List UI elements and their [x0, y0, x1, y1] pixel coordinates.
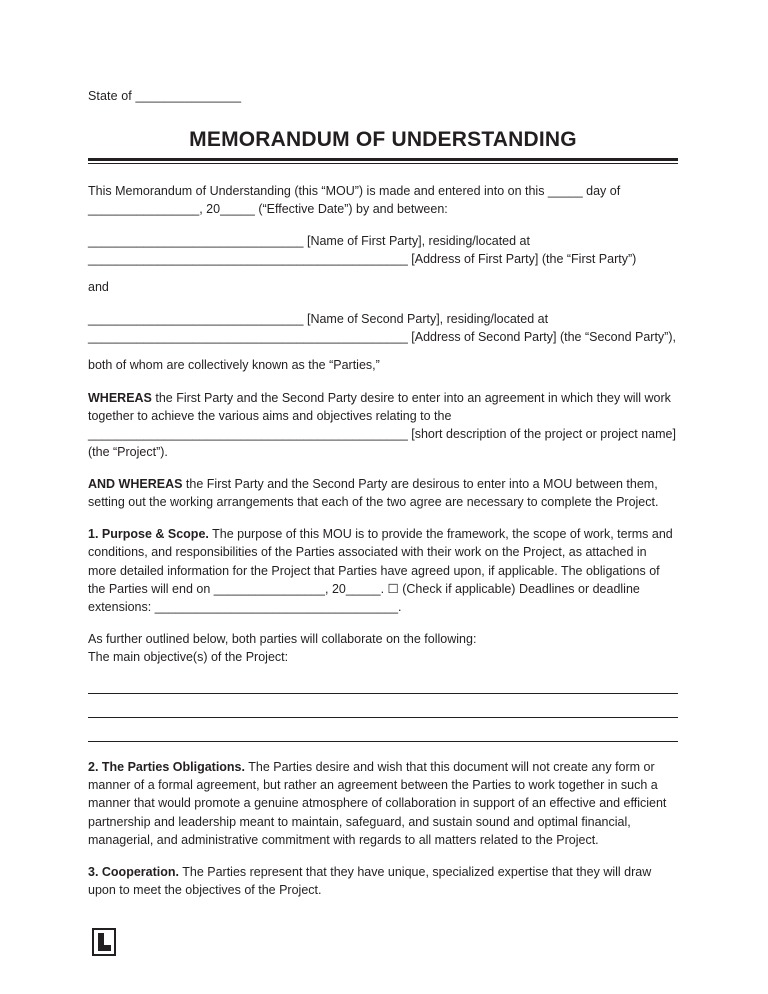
whereas-label: WHEREAS: [88, 390, 152, 405]
section-body: The purpose of this MOU is to provide the framework, the scope of work, terms and conditions, and responsibilities of the Parties associated with their work on the Project, as attached in more detailed information for the Project that Parties have agreed upon, if applicable. The obligations of the Parties will end on ________________, 20_____. ☐ (Check if applicable) Deadlines or deadline extensions: ___________________________________.: [88, 527, 673, 614]
first-party-address-line: ______________________________________________ [Address of First Party] (the “First Party”): [88, 251, 637, 266]
first-party-block: [88, 232, 678, 268]
title-divider: [88, 158, 678, 164]
state-line: State of _______________: [88, 89, 242, 103]
page-title: MEMORANDUM OF UNDERSTANDING: [189, 127, 577, 151]
collaborate-line: As further outlined below, both parties will collaborate on the following:: [88, 631, 477, 646]
and-connector: and: [88, 280, 109, 294]
and-whereas-text: the First Party and the Second Party are desirous to enter into a MOU between them, setting out the working arrangements that each of the two agree are necessary to complete the Project.: [88, 477, 659, 510]
section-purpose-scope: [88, 525, 678, 616]
blank-line[interactable]: [88, 724, 678, 742]
second-party-block: [88, 310, 678, 346]
blank-line[interactable]: [88, 700, 678, 718]
blank-line[interactable]: [88, 676, 678, 694]
parties-collective-line: both of whom are collectively known as the “Parties,”: [88, 358, 380, 373]
section-body: The Parties desire and wish that this document will not create any form or manner of a formal agreement, but rather an agreement between the Parties to work together in such a manner that would promote a genuine atmosphere of collaboration in support of an effective and efficient partnership and leadership meant to maintain, safeguard, and sustain sound and optimal financial, managerial, and administrative commitment with regards to all matters related to the Project.: [88, 760, 667, 847]
intro-paragraph: This Memorandum of Understanding (this “MOU”) is made and entered into on this _____ day of ________________, 20_____ (“Effective Date”) by and between:: [88, 183, 621, 216]
logo-letter-foot: [98, 945, 111, 951]
collaborate-block: [88, 630, 678, 666]
logo-frame: [92, 928, 116, 956]
section-heading: 3. Cooperation.: [88, 864, 179, 879]
whereas-paragraph: [88, 389, 678, 462]
section-body: The Parties represent that they have unique, specialized expertise that they will draw upon to meet the objectives of the Project.: [88, 864, 652, 897]
section-parties-obligations: [88, 758, 678, 849]
objectives-blank-lines: [88, 676, 678, 742]
objectives-line: The main objective(s) of the Project:: [88, 650, 289, 664]
section-heading: 2. The Parties Obligations.: [88, 760, 245, 775]
second-party-address-line: ______________________________________________ [Address of Second Party] (the “Second Party”),: [88, 330, 676, 345]
first-party-name-line: _______________________________ [Name of First Party], residing/located at: [88, 233, 530, 248]
whereas-text: the First Party and the Second Party desire to enter into an agreement in which they will work together to achieve the various aims and objectives relating to the ______________________________________________ [short description of the project or project name] (the “Project”).: [88, 390, 676, 459]
legal-templates-logo-icon: [92, 928, 116, 956]
second-party-name-line: _______________________________ [Name of Second Party], residing/located at: [88, 312, 549, 327]
and-whereas-paragraph: [88, 475, 678, 511]
and-whereas-label: AND WHEREAS: [88, 477, 183, 491]
section-heading: 1. Purpose & Scope.: [88, 527, 209, 542]
section-cooperation: [88, 863, 678, 899]
